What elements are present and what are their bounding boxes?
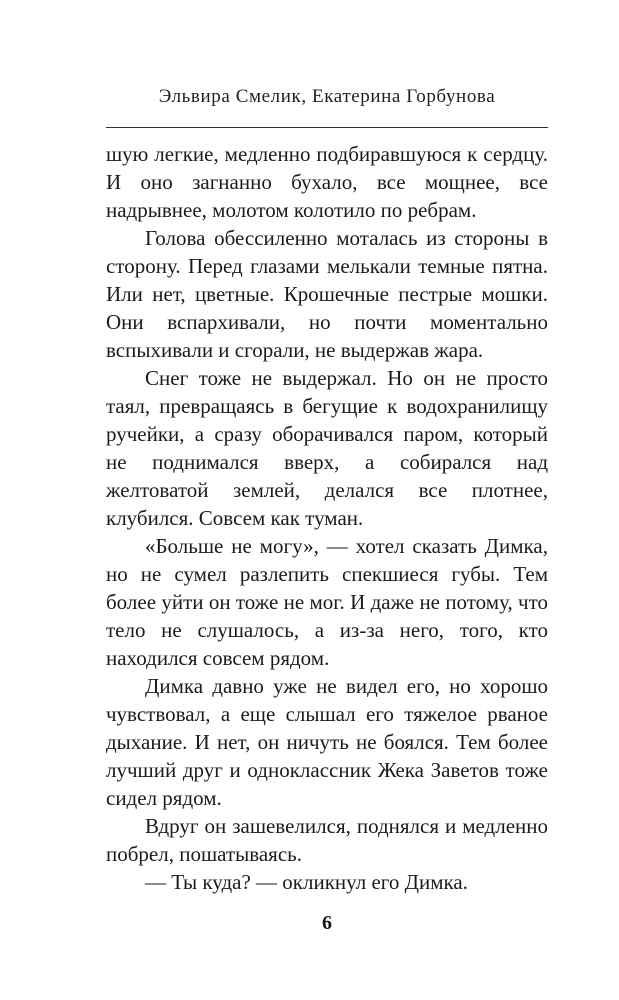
paragraph: — Ты куда? — окликнул его Димка. xyxy=(145,870,468,894)
paragraph: Голова обессиленно моталась из стороны в сторону. Перед глазами мелькали темные пятна. Или нет, цветные. Крошечные пестрые мошки. Они вспархивали, но почти моментально вспыхивали и сгорали, не выдержав жара. xyxy=(106,226,548,362)
page-content xyxy=(106,140,548,935)
paragraph: шую легкие, медленно подбиравшуюся к сердцу. И оно загнанно бухало, все мощнее, все надрывнее, молотом колотило по ребрам. xyxy=(106,142,548,222)
paragraph: «Больше не могу», — хотел сказать Димка, но не сумел разлепить спекшиеся губы. Тем более уйти он тоже не мог. И даже не потому, что тело не слушалось, а из-за него, того, кто находился совсем рядом. xyxy=(106,534,548,670)
paragraph: Снег тоже не выдержал. Но он не просто таял, превращаясь в бегущие к водохранилищу ручейки, а сразу оборачивался паром, который не поднимался вверх, а собирался над желтоватой землей, делался все плотнее, клубился. Совсем как туман. xyxy=(106,366,548,530)
paragraph: Вдруг он зашевелился, поднялся и медленно побрел, пошатываясь. xyxy=(106,814,548,866)
header-rule-divider xyxy=(106,127,548,128)
body-text xyxy=(106,140,548,896)
page-number: 6 xyxy=(322,912,332,934)
running-header-authors: Эльвира Смелик, Екатерина Горбунова xyxy=(158,86,496,107)
paragraph: Димка давно уже не видел его, но хорошо чувствовал, а еще слышал его тяжелое рваное дыхание. И нет, он ничуть не боялся. Тем более лучший друг и одноклассник Жека Заветов тоже сидел рядом. xyxy=(106,674,548,810)
